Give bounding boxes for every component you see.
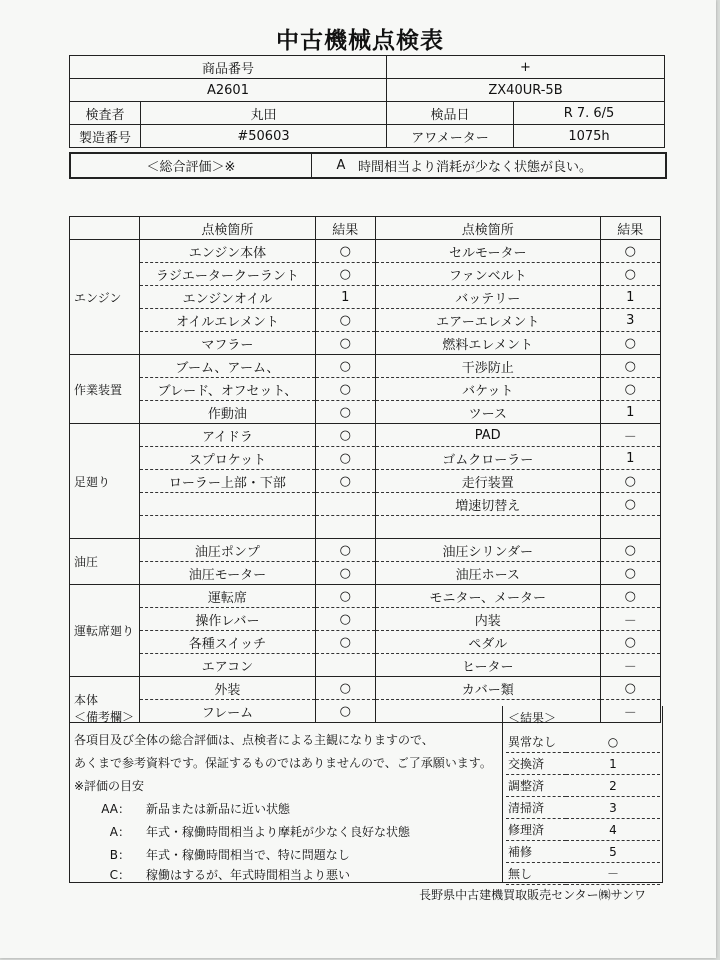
result-right: 1 bbox=[600, 447, 660, 470]
inspection-row bbox=[70, 332, 661, 355]
overall-evaluation-label: ＜総合評価＞※ bbox=[71, 154, 312, 177]
result-left bbox=[315, 654, 375, 677]
category-label: 油圧 bbox=[70, 539, 140, 585]
item-right: 油圧シリンダー bbox=[375, 539, 600, 562]
inspector-label: 検査者 bbox=[70, 102, 141, 125]
inspection-row bbox=[70, 539, 661, 562]
result-right: － bbox=[600, 608, 660, 631]
inspection-row bbox=[70, 677, 661, 700]
result-right: ○ bbox=[600, 378, 660, 401]
result-right: ○ bbox=[600, 263, 660, 286]
result-right: ○ bbox=[600, 562, 660, 585]
result-left: ○ bbox=[315, 585, 375, 608]
grade-c-desc: 稼働はするが、年式時間相当より悪い bbox=[146, 868, 351, 882]
legend-key: 清掃済 bbox=[506, 797, 566, 819]
legend-row bbox=[506, 819, 660, 841]
result-right bbox=[600, 516, 660, 539]
legend-row bbox=[506, 753, 660, 775]
legend-symbol: 2 bbox=[566, 775, 660, 797]
result-right: ○ bbox=[600, 539, 660, 562]
inspection-row bbox=[70, 654, 661, 677]
item-right: 干渉防止 bbox=[375, 355, 600, 378]
item-left: ブーム、アーム、 bbox=[140, 355, 315, 378]
inspection-row bbox=[70, 631, 661, 654]
inspection-row bbox=[70, 516, 661, 539]
result-left: ○ bbox=[315, 309, 375, 332]
inspector-value: 丸田 bbox=[141, 102, 387, 125]
item-left: エアコン bbox=[140, 654, 315, 677]
legend-key: 調整済 bbox=[506, 775, 566, 797]
item-left: オイルエレメント bbox=[140, 309, 315, 332]
results-legend-table bbox=[506, 731, 660, 885]
result-right: － bbox=[600, 700, 660, 723]
legend-row bbox=[506, 841, 660, 863]
result-right: ○ bbox=[600, 493, 660, 516]
product-no-value: + bbox=[387, 56, 665, 79]
result-left: ○ bbox=[315, 401, 375, 424]
item-right: ヒーター bbox=[375, 654, 600, 677]
item-left: スプロケット bbox=[140, 447, 315, 470]
legend-row bbox=[506, 775, 660, 797]
legend-key: 補修 bbox=[506, 841, 566, 863]
result-left: ○ bbox=[315, 562, 375, 585]
result-left bbox=[315, 493, 375, 516]
item-right: 燃料エレメント bbox=[375, 332, 600, 355]
category-label: 本体 bbox=[70, 677, 140, 723]
item-left: マフラー bbox=[140, 332, 315, 355]
legend-symbol: 5 bbox=[566, 841, 660, 863]
legend-key: 無し bbox=[506, 863, 566, 885]
result-right: ○ bbox=[600, 470, 660, 493]
item-left: 外装 bbox=[140, 677, 315, 700]
inspection-row bbox=[70, 470, 661, 493]
inspection-row bbox=[70, 562, 661, 585]
inspection-row bbox=[70, 401, 661, 424]
item-header-left: 点検箇所 bbox=[140, 217, 315, 240]
item-left: 作動油 bbox=[140, 401, 315, 424]
inspect-date-label: 検品日 bbox=[387, 102, 514, 125]
item-left: 油圧ポンプ bbox=[140, 539, 315, 562]
item-left: ラジエータークーラント bbox=[140, 263, 315, 286]
result-right: ○ bbox=[600, 355, 660, 378]
remarks-line-2: あくまで参考資料です。保証するものではありませんので、ご了承願います。 bbox=[74, 756, 492, 770]
overall-grade: A bbox=[336, 158, 346, 173]
overall-evaluation bbox=[69, 152, 667, 179]
category-label: エンジン bbox=[70, 240, 140, 355]
item-right: ゴムクローラー bbox=[375, 447, 600, 470]
item-left: ブレード、オフセット、 bbox=[140, 378, 315, 401]
result-header-left: 結果 bbox=[315, 217, 375, 240]
results-legend-title: ＜結果＞ bbox=[508, 711, 557, 725]
result-right: ○ bbox=[600, 677, 660, 700]
legend-key: 異常なし bbox=[506, 731, 566, 753]
result-left: ○ bbox=[315, 355, 375, 378]
result-left: ○ bbox=[315, 332, 375, 355]
item-left: アイドラ bbox=[140, 424, 315, 447]
result-left: 1 bbox=[315, 286, 375, 309]
serial-value: #50603 bbox=[141, 125, 387, 148]
item-right: カバー類 bbox=[375, 677, 600, 700]
inspection-row bbox=[70, 263, 661, 286]
item-right: バッテリー bbox=[375, 286, 600, 309]
result-right: ○ bbox=[600, 585, 660, 608]
grade-c-key: C： bbox=[109, 868, 130, 882]
inspection-row bbox=[70, 585, 661, 608]
legend-symbol: 3 bbox=[566, 797, 660, 819]
legend-row bbox=[506, 863, 660, 885]
inspection-table bbox=[69, 216, 661, 723]
result-right: ○ bbox=[600, 631, 660, 654]
hour-meter-value: 1075h bbox=[514, 125, 665, 148]
overall-comment: 時間相当より消耗が少なく状態が良い。 bbox=[358, 160, 593, 175]
result-left: ○ bbox=[315, 424, 375, 447]
result-left: ○ bbox=[315, 378, 375, 401]
result-right: 3 bbox=[600, 309, 660, 332]
item-left bbox=[140, 493, 315, 516]
inspection-row bbox=[70, 378, 661, 401]
inspection-row bbox=[70, 286, 661, 309]
product-no-label: 商品番号 bbox=[70, 56, 387, 79]
result-right: 1 bbox=[600, 286, 660, 309]
item-left: 運転席 bbox=[140, 585, 315, 608]
result-right: ○ bbox=[600, 332, 660, 355]
inspection-row bbox=[70, 493, 661, 516]
category-header-cell bbox=[70, 217, 140, 240]
legend-symbol: － bbox=[566, 863, 660, 885]
item-right: 内装 bbox=[375, 608, 600, 631]
item-right bbox=[375, 516, 600, 539]
machine-code: A2601 bbox=[70, 79, 387, 102]
item-right: ファンベルト bbox=[375, 263, 600, 286]
serial-label: 製造番号 bbox=[70, 125, 141, 148]
item-left: 操作レバー bbox=[140, 608, 315, 631]
category-label: 運転席廻り bbox=[70, 585, 140, 677]
item-right: モニター、メーター bbox=[375, 585, 600, 608]
result-left: ○ bbox=[315, 263, 375, 286]
machine-model: ZX40UR-5B bbox=[387, 79, 665, 102]
header-table bbox=[69, 55, 665, 148]
result-left: ○ bbox=[315, 470, 375, 493]
inspection-row bbox=[70, 447, 661, 470]
page-title: 中古機械点検表 bbox=[276, 28, 444, 54]
grade-b-key: B： bbox=[109, 848, 130, 862]
result-left: ○ bbox=[315, 240, 375, 263]
legend-key: 交換済 bbox=[506, 753, 566, 775]
hour-meter-label: アワメーター bbox=[387, 125, 514, 148]
item-left bbox=[140, 516, 315, 539]
grade-a-key: A： bbox=[109, 825, 130, 839]
legend-symbol: 4 bbox=[566, 819, 660, 841]
item-left: エンジン本体 bbox=[140, 240, 315, 263]
company-name: 長野県中古建機買取販売センター㈱サンワ bbox=[419, 888, 646, 902]
item-left: フレーム bbox=[140, 700, 315, 723]
item-left: 各種スイッチ bbox=[140, 631, 315, 654]
item-right: ツース bbox=[375, 401, 600, 424]
legend-symbol: ○ bbox=[566, 731, 660, 753]
remarks-line-1: 各項目及び全体の総合評価は、点検者による主観になりますので、 bbox=[74, 733, 434, 747]
item-header-right: 点検箇所 bbox=[375, 217, 600, 240]
item-right: セルモーター bbox=[375, 240, 600, 263]
grade-b-desc: 年式・稼働時間相当で、特に問題なし bbox=[146, 848, 350, 862]
inspection-row bbox=[70, 355, 661, 378]
item-right: 油圧ホース bbox=[375, 562, 600, 585]
remarks-panel bbox=[70, 706, 503, 882]
item-left: ローラー上部・下部 bbox=[140, 470, 315, 493]
legend-symbol: 1 bbox=[566, 753, 660, 775]
result-right: 1 bbox=[600, 401, 660, 424]
result-left: ○ bbox=[315, 631, 375, 654]
inspect-date-value: R 7. 6/5 bbox=[514, 102, 665, 125]
result-left: ○ bbox=[315, 608, 375, 631]
item-right: 増速切替え bbox=[375, 493, 600, 516]
result-left: ○ bbox=[315, 700, 375, 723]
guide-title: ※評価の目安 bbox=[74, 779, 145, 793]
legend-row bbox=[506, 797, 660, 819]
category-label: 足廻り bbox=[70, 424, 140, 539]
result-header-right: 結果 bbox=[600, 217, 660, 240]
remarks-title: ＜備考欄＞ bbox=[74, 710, 135, 724]
item-left: 油圧モーター bbox=[140, 562, 315, 585]
result-left: ○ bbox=[315, 677, 375, 700]
result-right: － bbox=[600, 424, 660, 447]
item-left: エンジンオイル bbox=[140, 286, 315, 309]
result-left: ○ bbox=[315, 539, 375, 562]
grade-a-desc: 年式・稼働時間相当より摩耗が少なく良好な状態 bbox=[146, 825, 411, 839]
legend-row bbox=[506, 731, 660, 753]
result-right: ○ bbox=[600, 240, 660, 263]
legend-key: 修理済 bbox=[506, 819, 566, 841]
item-right: 走行装置 bbox=[375, 470, 600, 493]
remarks-section bbox=[69, 706, 663, 883]
item-right: PAD bbox=[375, 424, 600, 447]
category-label: 作業装置 bbox=[70, 355, 140, 424]
item-right: バケット bbox=[375, 378, 600, 401]
item-right: エアーエレメント bbox=[375, 309, 600, 332]
grade-aa-desc: 新品または新品に近い状態 bbox=[146, 802, 291, 816]
result-right: － bbox=[600, 654, 660, 677]
result-left bbox=[315, 516, 375, 539]
result-left: ○ bbox=[315, 447, 375, 470]
grade-aa-key: AA： bbox=[101, 802, 130, 816]
inspection-row bbox=[70, 309, 661, 332]
inspection-row bbox=[70, 240, 661, 263]
inspection-row bbox=[70, 608, 661, 631]
inspection-row bbox=[70, 424, 661, 447]
item-right: ペダル bbox=[375, 631, 600, 654]
